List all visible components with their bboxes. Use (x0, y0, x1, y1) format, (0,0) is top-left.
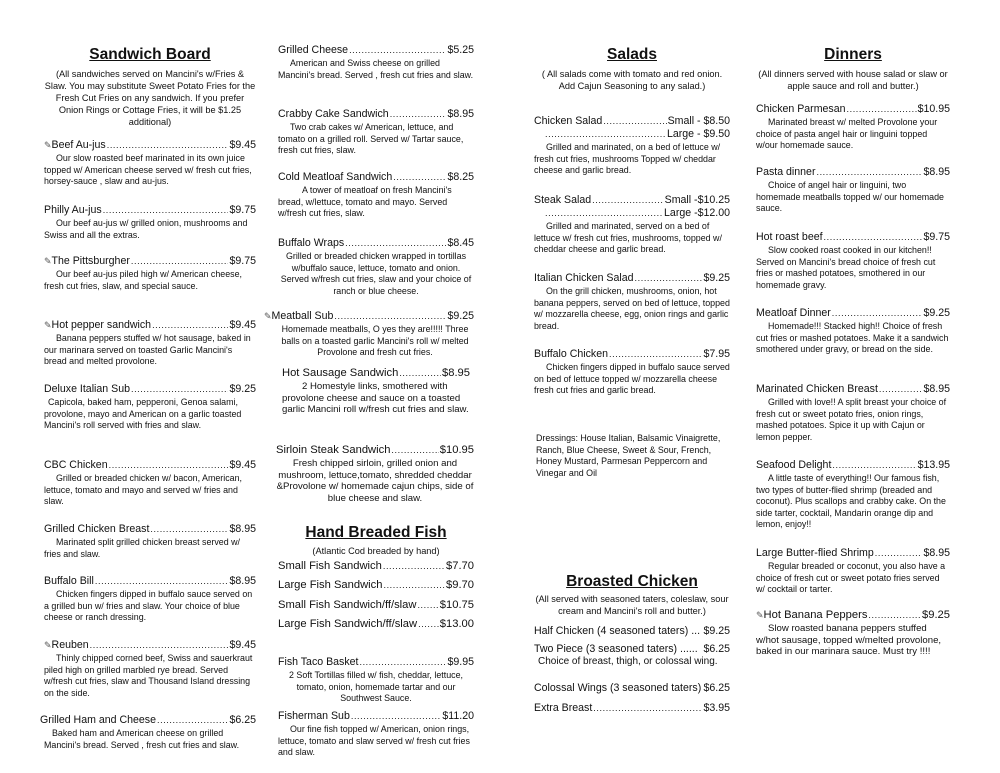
scroll-icon: ✎ (264, 311, 272, 321)
menu-item: Hot roast beef ..... $9.75 Slow cooked roast cooked in our kitchen!! Served on Mancini's bread choice of fresh cut fries or mashed potatoes, smothered in our homemade gravy. (756, 231, 950, 291)
menu-item: Large Fish Sandwich ..... $9.70 (278, 579, 474, 592)
section-title: Dinners (824, 46, 882, 63)
menu-item: Sirloin Steak Sandwich ..... $10.95 Fresh chipped sirloin, grilled onion and mushroom, lettuce,tomato, shredded cheddar &Provolone w/ homemade cajun chips, side of blue cheese and slaw. (276, 444, 474, 504)
menu-item: Half Chicken (4 seasoned taters) ... $9.25 (534, 625, 730, 637)
section-note: (All sandwiches served on Mancini's w/Fries & Slaw. You may substitute Sweet Potato Fries for the Fresh Cut Fries on any sandwich. If you prefer Onion Rings or Cottage Fries, it will be $1.25 additional) (44, 69, 256, 127)
menu-item: Small Fish Sandwich ..... $7.70 (278, 560, 474, 573)
sandwich-continued-column (264, 0, 474, 773)
menu-item: Buffalo Wraps ..... $8.45 Grilled or breaded chicken wrapped in tortillas w/buffalo sauce, lettuce, tomato and onion. Served w/fresh cut fries, slaw and your choice of ranch or blue cheese. (278, 237, 474, 297)
scroll-icon: ✎ (44, 256, 52, 266)
menu-item: Pasta dinner ..... $8.95 Choice of angel hair or linguini, two homemade meatballs topped w/ our homemade sauce. (756, 166, 950, 215)
section-note: (All served with seasoned taters, coleslaw, sour cream and Mancini's roll and butter.) (535, 594, 729, 616)
menu-item: ✎ Meatball Sub ..... $9.25 Homemade meatballs, O yes they are!!!!! Three balls on a toasted garlic Mancini's roll w/ melted Provolone and fresh cut fries. (264, 310, 474, 359)
section-title: Sandwich Board (89, 46, 211, 63)
menu-item: Hot Sausage Sandwich ..... $8.95 2 Homestyle links, smothered with provolone cheese and sauce on a toasted garlic Mancini roll w/fresh cut fries and slaw. (282, 367, 470, 416)
menu-item: CBC Chicken ..... $9.45 Grilled or breaded chicken w/ bacon, American, lettuce, tomato and mayo and served w/ fries and slaw. (44, 459, 256, 508)
menu-item: Marinated Chicken Breast ..... $8.95 Grilled with love!! A split breast your choice of fresh cut or sweet potato fries, onion rings, mashed potatoes. Spice it up with Cajun or lemon pepper. (756, 383, 950, 443)
menu-item: Large Fish Sandwich/ff/slaw ..... $13.00 (278, 618, 474, 631)
dinners-column (756, 0, 950, 773)
section-note: ( All salads come with tomato and red onion. Add Cajun Seasoning to any salad.) (541, 69, 723, 91)
section-title: Hand Breaded Fish (305, 524, 447, 541)
menu-item: Buffalo Bill ..... $8.95 Chicken fingers dipped in buffalo sauce served on a grilled bun w/ fries and slaw. Your choice of blue cheese or ranch dressing. (44, 575, 256, 624)
menu-item: Philly Au-jus ..... $9.75 Our beef au-jus w/ grilled onion, mushrooms and Swiss and all the extras. (44, 204, 256, 241)
section-note: (Atlantic Cod breaded by hand) (312, 546, 440, 556)
menu-item: ✎ Beef Au-jus ..... $9.45 Our slow roasted beef marinated in its own juice topped w/ American cheese served w/ fresh cut fries, horsey-sauce , slaw and au-jus. (44, 139, 256, 188)
menu-item: Meatloaf Dinner ..... $9.25 Homemade!!! Stacked high!! Choice of fresh cut fries or mashed potatoes. Make it a sandwich smothered under gravy, or bread on the side. (756, 307, 950, 356)
section-note: (All dinners served with house salad or slaw or apple sauce and roll and butter.) (758, 69, 948, 91)
menu-item: Italian Chicken Salad ..... $9.25 On the grill chicken, mushrooms, onion, hot banana peppers, served on bed of lettuce, topped w/ mozzarella cheese, egg, onion rings and garlic bread. (534, 272, 730, 332)
menu-item: Grilled Cheese ..... $5.25 American and Swiss cheese on grilled Mancini's bread. Served , fresh cut fries and slaw. (278, 44, 474, 81)
menu-item: ✎ The Pittsburgher ..... $9.75 Our beef au-jus piled high w/ American cheese, fresh cut fries, slaw, and special sauce. (44, 255, 256, 292)
menu-item: Chicken Parmesan ..... $10.95 Marinated breast w/ melted Provolone your choice of pasta angel hair or linguini topped w/our homemade sauce. (756, 103, 950, 152)
menu-item: Small Fish Sandwich/ff/slaw ..... $10.75 (278, 599, 474, 612)
section-title: Broasted Chicken (566, 573, 698, 590)
menu-item: Crabby Cake Sandwich ..... $8.95 Two crab cakes w/ American, lettuce, and tomato on a grilled roll. Served w/ Tartar sauce, fresh cut fries, slaw. (278, 108, 474, 157)
menu-item: ✎ Hot Banana Peppers ..... $9.25 Slow roasted banana peppers stuffed w/hot sausage, topped w/melted provolone, baked in our marinara sauce. Must try !!!! (756, 609, 950, 658)
salads-column (534, 0, 730, 773)
menu-item: Colossal Wings (3 seasoned taters) $6.25 (534, 682, 730, 694)
menu-item: Grilled Chicken Breast ..... $8.95 Marinated split grilled chicken breast served w/ fries and slaw. (44, 523, 256, 560)
menu-item: Fish Taco Basket ..... $9.95 2 Soft Tortillas filled w/ fish, cheddar, lettuce, tomato, onion, homemade tartar and our Southwest Sauce. (278, 656, 474, 705)
scroll-icon: ✎ (44, 140, 52, 150)
menu-item: ✎ Reuben ..... $9.45 Thinly chipped corned beef, Swiss and sauerkraut piled high on grilled marbled rye bread. Served w/fresh cut fries, slaw and Thousand Island dressing on the side. (44, 639, 256, 699)
menu-item: Buffalo Chicken ..... $7.95 Chicken fingers dipped in buffalo sauce served on bed of lettuce topped w/ mozzarella cheese fresh cut fries and garlic bread. (534, 348, 730, 397)
menu-item: Extra Breast ..... $3.95 (534, 702, 730, 715)
section-title: Salads (607, 46, 657, 63)
dressings-note: Dressings: House Italian, Balsamic Vinaigrette, Ranch, Blue Cheese, Sweet & Sour, French, Honey Mustard, Parmesan Peppercorn and Vinegar and Oil (536, 433, 721, 478)
scroll-icon: ✎ (756, 610, 764, 620)
scroll-icon: ✎ (44, 320, 52, 330)
menu-item: Seafood Delight ..... $13.95 A little taste of everything!! Our famous fish, two types of butter-flied shrimp (breaded and coconut). Plus scallops and crabby cake. On the side tarter, cocktail, Mandarin orange dip and lemon, enjoy!! (756, 459, 950, 531)
menu-item: Grilled Ham and Cheese ..... $6.25 Baked ham and American cheese on grilled Mancini's bread. Served , fresh cut fries and slaw. (40, 714, 256, 751)
menu-item: Chicken Salad ..... Small - $8.50 ..... Large - $9.50 Grilled and marinated, on a bed of lettuce w/ fresh cut fries, mushrooms Topped w/ cheddar cheese and garlic bread. (534, 115, 730, 177)
menu-item: Two Piece (3 seasoned taters) ...... $6.25 Choice of breast, thigh, or colossal wing. (534, 643, 730, 667)
menu-item: Large Butter-flied Shrimp ..... $8.95 Regular breaded or coconut, you also have a choice of fresh cut or sweet potato fries served w/ cocktail or tarter. (756, 547, 950, 596)
sandwich-board-column (40, 0, 256, 773)
menu-item: Cold Meatloaf Sandwich ..... $8.25 A tower of meatloaf on fresh Mancini's bread, w/lettuce, tomato and mayo. Served w/fresh cut fries, slaw. (278, 171, 474, 220)
menu-item: Fisherman Sub ..... $11.20 Our fine fish topped w/ American, onion rings, lettuce, tomato and slaw served w/ fresh cut fries and slaw. (278, 710, 474, 759)
scroll-icon: ✎ (44, 640, 52, 650)
menu-item: ✎ Hot pepper sandwich ..... $9.45 Banana peppers stuffed w/ hot sausage, baked in our marinara served on toasted Garlic Mancini's bread and melted provolone. (44, 319, 256, 368)
menu-item: Steak Salad ..... Small -$10.25 ..... Large -$12.00 Grilled and marinated, served on a bed of lettuce w/ fresh cut fries, mushrooms, topped w/ cheddar cheese and garlic bread. (534, 194, 730, 256)
menu-item: Deluxe Italian Sub ..... $9.25 Capicola, baked ham, pepperoni, Genoa salami, provolone, mayo and American on a garlic toasted Mancini's roll served with fries and slaw. (44, 383, 256, 432)
